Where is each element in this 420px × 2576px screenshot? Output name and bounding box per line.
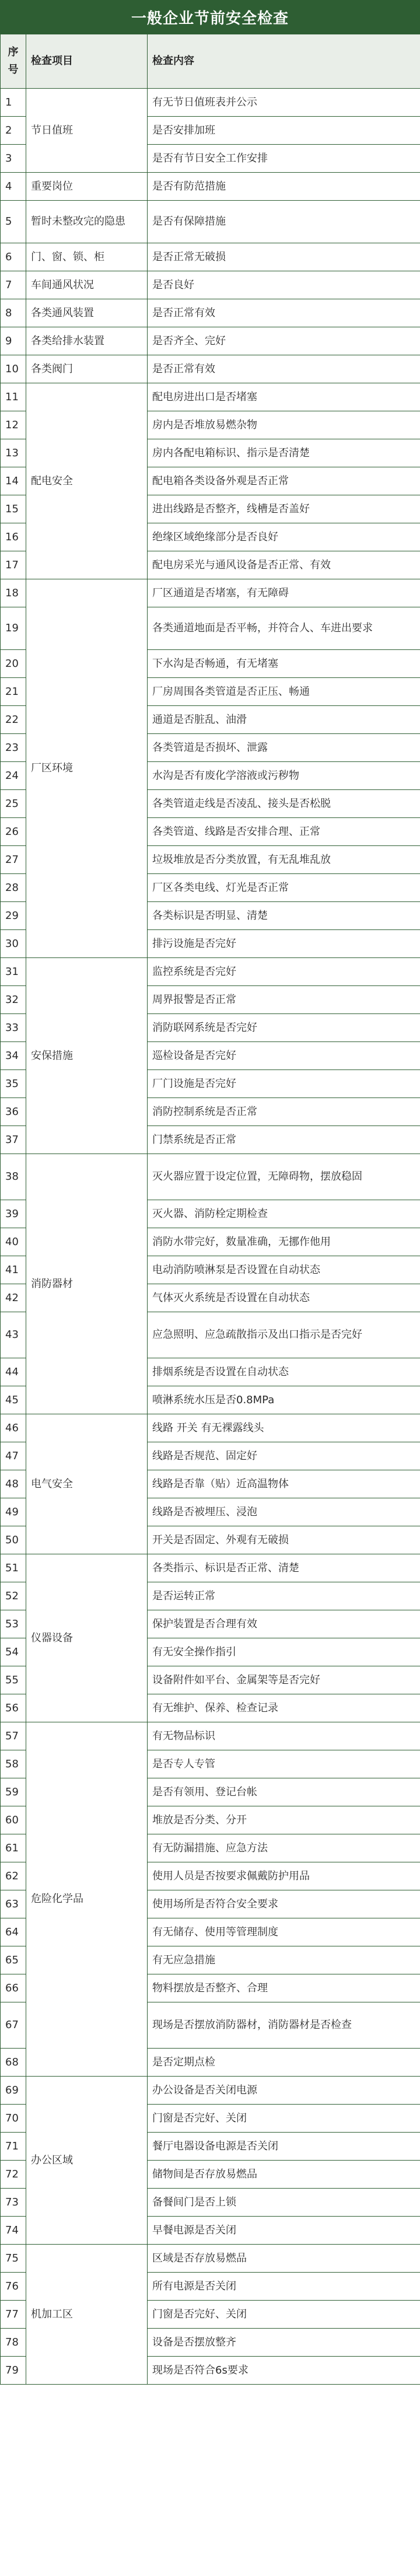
row-number: 53 [1,1610,26,1638]
check-content: 监控系统是否完好 [148,958,420,986]
check-content: 是否有防范措施 [148,173,420,201]
row-number: 10 [1,355,26,383]
row-number: 79 [1,2357,26,2385]
row-number: 1 [1,89,26,117]
row-number: 15 [1,495,26,523]
check-content: 配电房进出口是否堵塞 [148,383,420,411]
row-number: 3 [1,145,26,173]
check-item: 门、窗、锁、柜 [26,243,148,271]
row-number: 5 [1,201,26,243]
row-number: 56 [1,1694,26,1722]
check-content: 早餐电源是否关闭 [148,2217,420,2245]
table-row [1,299,420,327]
table-row [1,579,420,607]
check-content: 消防控制系统是否正常 [148,1098,420,1126]
row-number: 64 [1,1918,26,1946]
row-number: 55 [1,1666,26,1694]
check-content: 消防水带完好，数量准确，无挪作他用 [148,1228,420,1256]
row-number: 48 [1,1470,26,1498]
row-number: 62 [1,1862,26,1890]
check-content: 开关是否固定、外观有无破损 [148,1526,420,1554]
check-content: 灭火器应置于设定位置，无障碍物，摆放稳固 [148,1154,420,1200]
check-content: 排污设施是否完好 [148,930,420,958]
check-content: 有无维护、保养、检查记录 [148,1694,420,1722]
check-item: 重要岗位 [26,173,148,201]
row-number: 41 [1,1256,26,1284]
check-item: 机加工区 [26,2245,148,2385]
row-number: 16 [1,523,26,551]
row-number: 37 [1,1126,26,1154]
check-item: 办公区域 [26,2077,148,2245]
check-content: 是否运转正常 [148,1582,420,1610]
check-content: 是否正常有效 [148,299,420,327]
check-content: 是否定期点检 [148,2049,420,2077]
check-item: 消防器材 [26,1154,148,1414]
check-item: 电气安全 [26,1414,148,1554]
check-item: 各类给排水装置 [26,327,148,355]
check-content: 是否有领用、登记台帐 [148,1778,420,1806]
check-content: 办公设备是否关闭电源 [148,2077,420,2105]
check-content: 是否正常无破损 [148,243,420,271]
check-content: 绝缘区域绝缘部分是否良好 [148,523,420,551]
check-item: 节日值班 [26,89,148,173]
row-number: 43 [1,1312,26,1358]
row-number: 72 [1,2161,26,2189]
row-number: 8 [1,299,26,327]
check-content: 是否安排加班 [148,117,420,145]
check-content: 备餐间门是否上锁 [148,2189,420,2217]
check-content: 现场是否符合6s要求 [148,2357,420,2385]
check-content: 进出线路是否整齐，线槽是否盖好 [148,495,420,523]
check-content: 所有电源是否关闭 [148,2273,420,2301]
check-content: 线路是否被埋压、浸泡 [148,1498,420,1526]
table-row [1,327,420,355]
check-content: 有无防漏措施、应急方法 [148,1834,420,1862]
row-number: 76 [1,2273,26,2301]
check-content: 喷淋系统水压是否0.8MPa [148,1386,420,1414]
table-row [1,89,420,117]
check-content: 巡检设备是否完好 [148,1042,420,1070]
check-item: 各类阀门 [26,355,148,383]
check-item: 配电安全 [26,383,148,579]
check-content: 厂区通道是否堵塞，有无障碍 [148,579,420,607]
row-number: 24 [1,762,26,790]
check-content: 下水沟是否畅通，有无堵塞 [148,650,420,678]
check-content: 各类标识是否明显、清楚 [148,902,420,930]
check-item: 厂区环境 [26,579,148,958]
check-content: 有无物品标识 [148,1722,420,1750]
row-number: 19 [1,607,26,650]
check-content: 是否良好 [148,271,420,299]
row-number: 42 [1,1284,26,1312]
row-number: 46 [1,1414,26,1442]
row-number: 18 [1,579,26,607]
check-content: 厂区各类电线、灯光是否正常 [148,874,420,902]
check-content: 各类管道走线是否凌乱、接头是否松脱 [148,790,420,818]
check-item: 车间通风状况 [26,271,148,299]
check-content: 各类指示、标识是否正常、清楚 [148,1554,420,1582]
page-title: 一般企业节前安全检查 [0,0,420,34]
table-row [1,271,420,299]
row-number: 29 [1,902,26,930]
row-number: 77 [1,2301,26,2329]
row-number: 4 [1,173,26,201]
row-number: 58 [1,1750,26,1778]
check-content: 消防联网系统是否完好 [148,1014,420,1042]
check-content: 通道是否脏乱、油滑 [148,706,420,734]
row-number: 71 [1,2133,26,2161]
check-content: 配电房采光与通风设备是否正常、有效 [148,551,420,579]
row-number: 51 [1,1554,26,1582]
row-number: 25 [1,790,26,818]
check-content: 周界报警是否正常 [148,986,420,1014]
check-content: 设备是否摆放整齐 [148,2329,420,2357]
row-number: 13 [1,439,26,467]
row-number: 75 [1,2245,26,2273]
row-number: 45 [1,1386,26,1414]
row-number: 68 [1,2049,26,2077]
check-content: 是否有保障措施 [148,201,420,243]
check-content: 有无应急措施 [148,1946,420,1974]
check-content: 物料摆放是否整齐、合理 [148,1974,420,2002]
check-content: 水沟是否有废化学溶液或污秽物 [148,762,420,790]
table-row [1,1554,420,1582]
row-number: 23 [1,734,26,762]
check-content: 房内各配电箱标识、指示是否清楚 [148,439,420,467]
row-number: 33 [1,1014,26,1042]
row-number: 26 [1,818,26,846]
check-content: 现场是否摆放消防器材，消防器材是否检查 [148,2002,420,2049]
check-content: 电动消防喷淋泵是否设置在自动状态 [148,1256,420,1284]
table-row [1,201,420,243]
check-content: 排烟系统是否设置在自动状态 [148,1358,420,1386]
check-item: 暂时未整改完的隐患 [26,201,148,243]
check-content: 线路是否规范、固定好 [148,1442,420,1470]
check-content: 垃圾堆放是否分类放置，有无乱堆乱放 [148,846,420,874]
table-row [1,2245,420,2273]
inspection-table [0,34,420,2385]
row-number: 69 [1,2077,26,2105]
row-number: 49 [1,1498,26,1526]
table-row [1,2077,420,2105]
check-item: 安保措施 [26,958,148,1154]
row-number: 32 [1,986,26,1014]
check-content: 餐厅电器设备电源是否关闭 [148,2133,420,2161]
check-content: 有无储存、使用等管理制度 [148,1918,420,1946]
check-content: 应急照明、应急疏散指示及出口指示是否完好 [148,1312,420,1358]
check-content: 门窗是否完好、关闭 [148,2105,420,2133]
row-number: 63 [1,1890,26,1918]
check-content: 门禁系统是否正常 [148,1126,420,1154]
row-number: 30 [1,930,26,958]
check-content: 使用人员是否按要求佩戴防护用品 [148,1862,420,1890]
row-number: 12 [1,411,26,439]
row-number: 27 [1,846,26,874]
table-row [1,243,420,271]
check-content: 门窗是否完好、关闭 [148,2301,420,2329]
row-number: 11 [1,383,26,411]
table-header-row [1,34,420,89]
check-content: 有无安全操作指引 [148,1638,420,1666]
row-number: 2 [1,117,26,145]
header-content: 检查内容 [148,34,420,89]
row-number: 40 [1,1228,26,1256]
check-item: 各类通风装置 [26,299,148,327]
check-content: 堆放是否分类、分开 [148,1806,420,1834]
check-content: 是否正常有效 [148,355,420,383]
row-number: 35 [1,1070,26,1098]
check-content: 各类通道地面是否平畅，并符合人、车进出要求 [148,607,420,650]
check-content: 灭火器、消防栓定期检查 [148,1200,420,1228]
check-content: 是否有节日安全工作安排 [148,145,420,173]
row-number: 66 [1,1974,26,2002]
check-content: 气体灭火系统是否设置在自动状态 [148,1284,420,1312]
row-number: 52 [1,1582,26,1610]
row-number: 57 [1,1722,26,1750]
row-number: 17 [1,551,26,579]
table-row [1,173,420,201]
row-number: 67 [1,2002,26,2049]
check-content: 房内是否堆放易燃杂物 [148,411,420,439]
row-number: 78 [1,2329,26,2357]
row-number: 65 [1,1946,26,1974]
row-number: 61 [1,1834,26,1862]
table-row [1,1414,420,1442]
check-content: 是否专人专管 [148,1750,420,1778]
row-number: 6 [1,243,26,271]
check-content: 厂房周围各类管道是否正压、畅通 [148,678,420,706]
row-number: 73 [1,2189,26,2217]
row-number: 60 [1,1806,26,1834]
check-content: 使用场所是否符合安全要求 [148,1890,420,1918]
table-row [1,1722,420,1750]
check-content: 各类管道是否损坏、泄露 [148,734,420,762]
row-number: 21 [1,678,26,706]
check-content: 配电箱各类设备外观是否正常 [148,467,420,495]
row-number: 70 [1,2105,26,2133]
check-content: 线路 开关 有无裸露线头 [148,1414,420,1442]
row-number: 28 [1,874,26,902]
check-content: 区域是否存放易燃品 [148,2245,420,2273]
header-item: 检查项目 [26,34,148,89]
row-number: 36 [1,1098,26,1126]
row-number: 7 [1,271,26,299]
row-number: 44 [1,1358,26,1386]
table-row [1,383,420,411]
row-number: 50 [1,1526,26,1554]
check-content: 是否齐全、完好 [148,327,420,355]
row-number: 59 [1,1778,26,1806]
check-content: 有无节日值班表并公示 [148,89,420,117]
check-content: 储物间是否存放易燃品 [148,2161,420,2189]
row-number: 34 [1,1042,26,1070]
row-number: 9 [1,327,26,355]
row-number: 54 [1,1638,26,1666]
row-number: 31 [1,958,26,986]
check-item: 仪器设备 [26,1554,148,1722]
row-number: 38 [1,1154,26,1200]
check-content: 设备附件如平台、金属架等是否完好 [148,1666,420,1694]
table-row [1,355,420,383]
table-row [1,958,420,986]
check-content: 各类管道、线路是否安排合理、正常 [148,818,420,846]
row-number: 14 [1,467,26,495]
row-number: 22 [1,706,26,734]
check-content: 线路是否靠（贴）近高温物体 [148,1470,420,1498]
row-number: 74 [1,2217,26,2245]
header-number: 序 号 [1,34,26,89]
row-number: 20 [1,650,26,678]
row-number: 47 [1,1442,26,1470]
check-content: 保护装置是否合理有效 [148,1610,420,1638]
check-content: 厂门设施是否完好 [148,1070,420,1098]
check-item: 危险化学品 [26,1722,148,2077]
table-row [1,1154,420,1200]
row-number: 39 [1,1200,26,1228]
